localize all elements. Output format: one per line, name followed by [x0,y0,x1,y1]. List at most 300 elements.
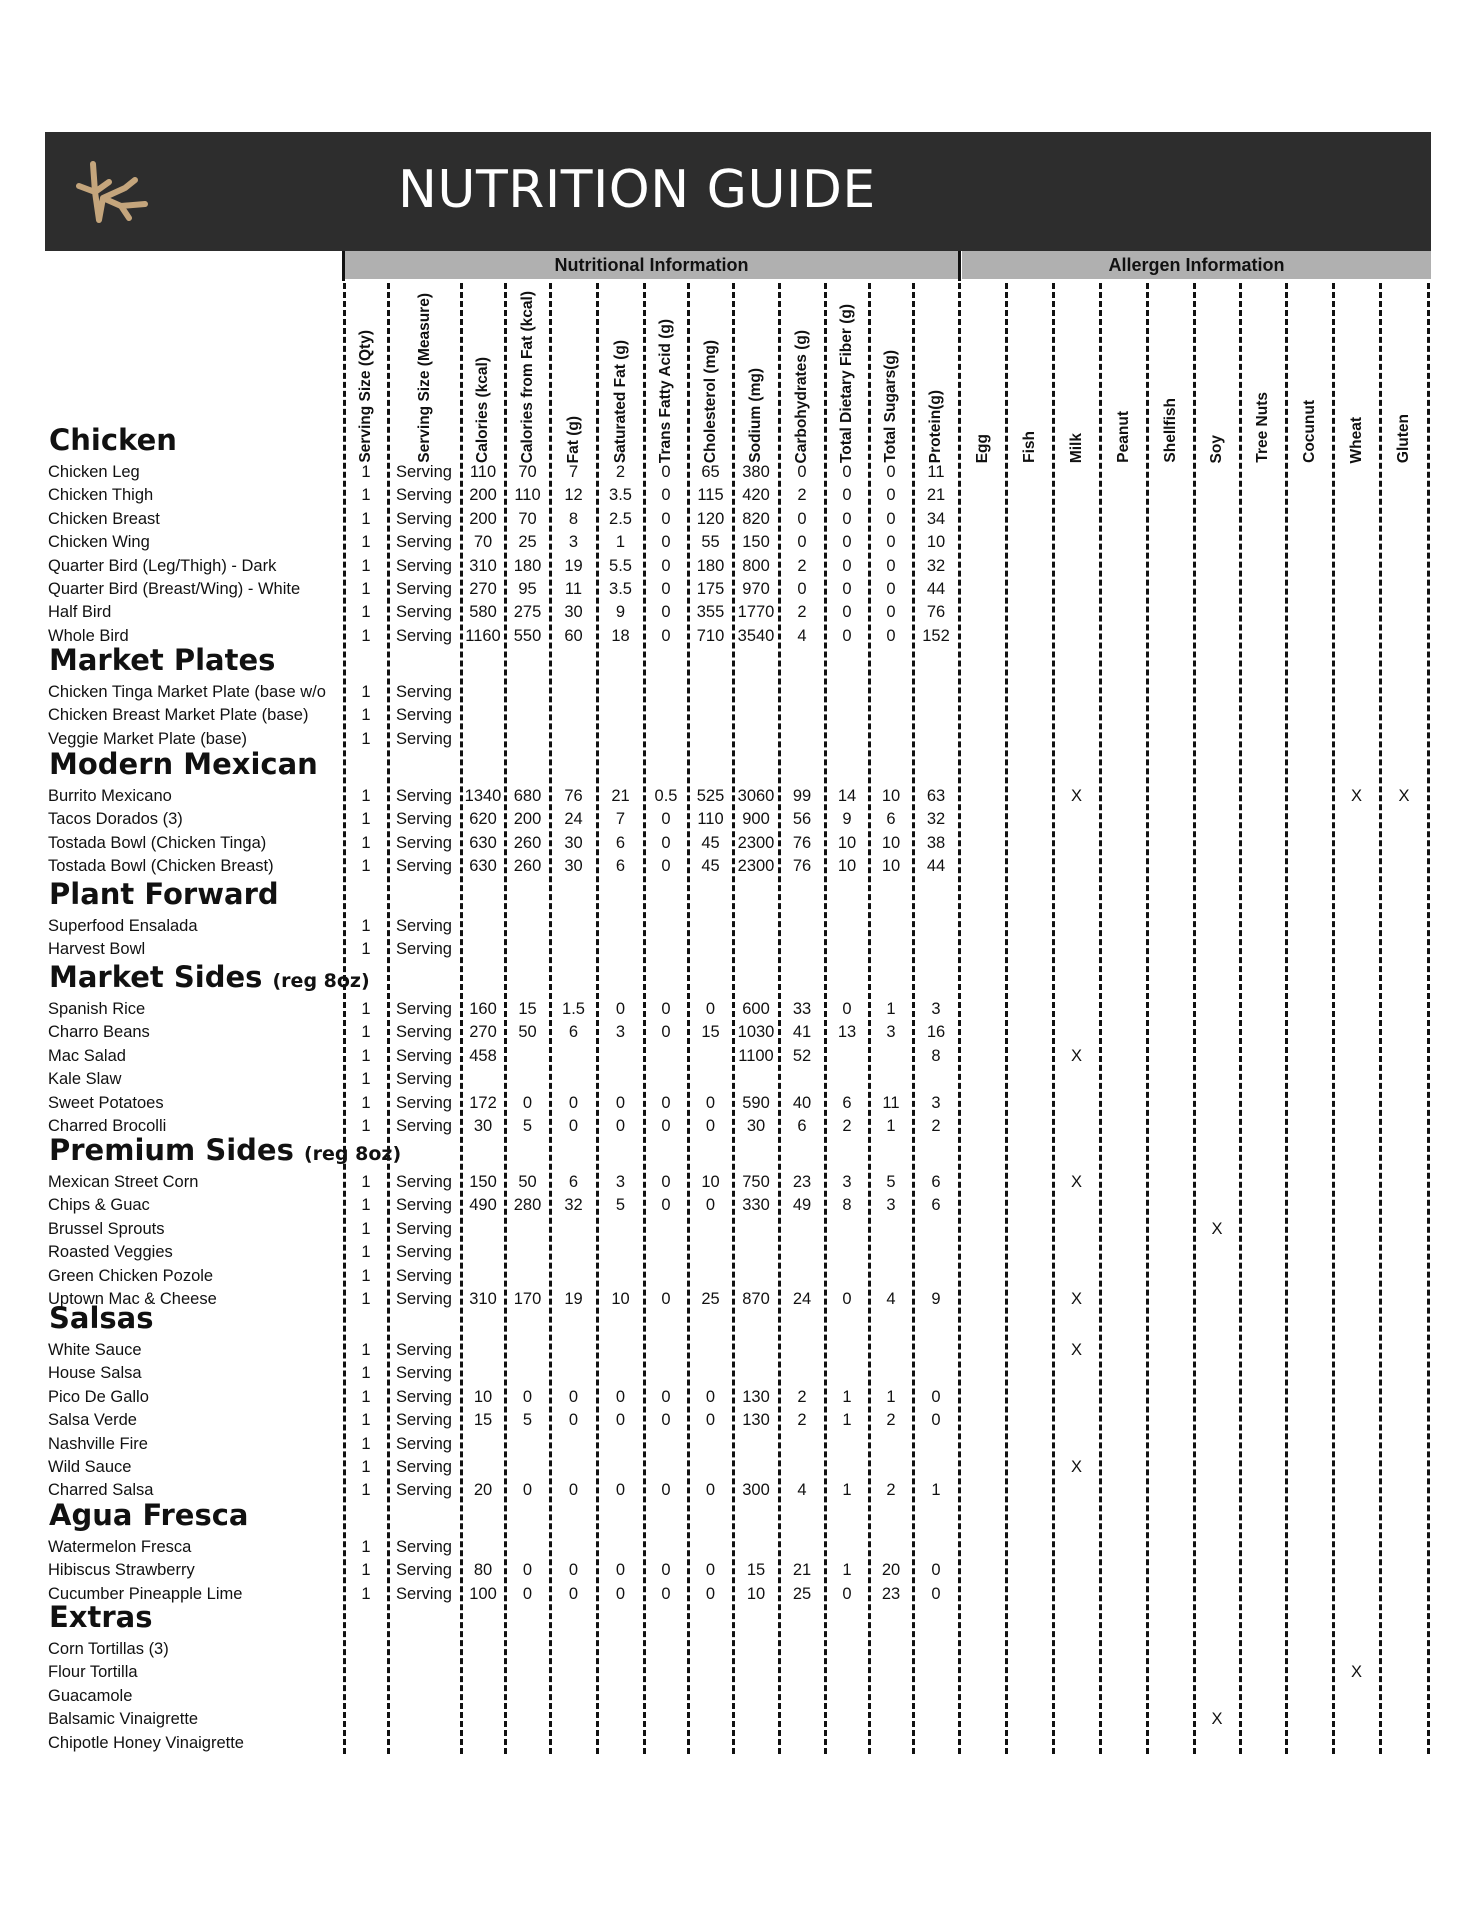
nutrition-value: 2 [842,1117,852,1135]
nutrition-value: 30 [564,833,583,852]
section-title [49,1133,401,1167]
allergen-mark: X [1070,1173,1082,1191]
item-name: Charred Brocolli [48,1117,167,1135]
nutrition-value: Serving [396,1387,452,1406]
nutrition-value: 0 [522,1584,533,1603]
nutrition-value: 1 [361,1364,371,1383]
nutrition-value: 1 [361,683,371,701]
allergen-header [1286,285,1333,463]
nutrition-value: 3540 [737,626,775,645]
item-name: Chips & Guac [48,1196,150,1215]
nutrition-value: 800 [742,556,770,575]
allergen-header-label: Egg [973,433,991,463]
nutrition-value: 0 [931,1411,941,1430]
item-name: Guacamole [48,1686,133,1705]
nutrition-value: 0 [842,603,852,622]
nutrition-value: 30 [473,1117,493,1135]
nutrition-value: 275 [513,603,542,622]
allergen-header-label: Fish [1020,431,1038,463]
nutrition-value: 3060 [737,787,775,805]
nutrition-value: 0 [568,1411,579,1430]
nutrition-value: 0 [705,1584,716,1603]
nutrition-value: 44 [926,580,946,598]
nutrition-value: 0 [661,1023,671,1042]
allergen-header [1240,285,1286,463]
nutrition-value: 9 [842,810,852,829]
item-name: Watermelon Fresca [48,1538,192,1556]
nutrition-value: 0 [661,857,671,876]
nutrition-value: 1 [361,917,371,935]
section-title [49,960,370,994]
nutrition-value: 55 [701,533,720,552]
nutrition-value: Serving [396,683,452,701]
nutrition-value: 76 [926,603,946,622]
nutrition-value: 70 [473,533,493,552]
nutrition-value: 15 [701,1023,720,1042]
nutrition-value: Serving [396,1196,452,1215]
allergen-header [1147,285,1194,463]
allergen-header [1053,285,1100,463]
column-header [644,285,688,463]
nutrition-value: 0 [797,580,807,598]
allergen-mark: X [1070,1341,1082,1359]
nutrition-value: 32 [564,1196,583,1215]
nutrition-value: 76 [564,787,583,805]
nutrition-value: 34 [926,509,946,528]
item-name: Chicken Breast Market Plate (base) [48,706,309,725]
nutrition-value: 49 [792,1196,812,1215]
nutrition-value: 0 [615,1387,626,1406]
nutrition-value: 10 [926,533,946,552]
nutrition-value: 820 [742,509,770,528]
nutrition-value: 0 [661,1117,671,1135]
nutrition-value: Serving [396,940,452,959]
nutrition-value: 6 [931,1196,941,1215]
nutrition-value: 0 [568,1387,579,1406]
nutrition-value: 5 [522,1411,533,1430]
column-header [550,285,597,463]
nutrition-value: 0 [615,1411,626,1430]
nutrition-value: 1 [361,463,371,481]
nutrition-value: 1 [361,1458,371,1476]
nutrition-value: 0 [842,1290,852,1308]
allergen-header [1006,285,1053,463]
item-name: Pico De Gallo [48,1387,149,1406]
column-header [913,285,959,463]
column-header-label: Trans Fatty Acid (g) [657,318,674,463]
column-divider [1239,283,1242,1754]
nutrition-value: 152 [922,626,950,645]
nutrition-value: 16 [926,1023,946,1042]
nutrition-value: Serving [396,603,452,622]
nutrition-value: 2300 [737,833,775,852]
nutrition-value: 260 [513,857,542,876]
nutrition-value: 420 [742,486,770,505]
nutrition-value: 710 [696,626,725,645]
nutrition-value: 0 [661,556,671,575]
nutrition-value: Serving [396,1173,452,1191]
nutrition-value: 0 [661,1000,671,1018]
nutrition-value: 14 [837,787,857,805]
nutrition-value: 0 [661,1290,671,1308]
nutrition-value: 1 [361,626,371,645]
nutrition-value: 0 [797,463,807,481]
allergen-mark: X [1398,787,1410,805]
nutrition-value: 110 [469,463,497,481]
nutrition-value: 6 [615,857,626,876]
nutrition-value: 0 [886,533,896,552]
nutrition-value: 3.5 [609,486,632,505]
nutrition-value: 33 [792,1000,812,1018]
allergen-header-label: Tree Nuts [1254,392,1271,463]
nutrition-value: 1 [931,1481,941,1500]
nutrition-value: 6 [615,833,626,852]
nutrition-value: 1 [361,1387,371,1406]
nutrition-value: 3 [886,1023,896,1042]
section-subtitle: (reg 8oz) [303,1143,402,1165]
nutrition-value: 41 [792,1023,812,1042]
nutrition-value: 1 [361,1584,371,1603]
item-name: Sweet Potatoes [48,1093,164,1112]
nutrition-value: 0 [615,1117,626,1135]
nutrition-value: 95 [518,580,537,598]
nutrition-value: 6 [842,1093,852,1112]
section-title [49,1301,154,1335]
nutrition-value: 3 [931,1093,941,1112]
nutrition-value: 0 [886,463,896,481]
nutrition-value: 0 [705,1561,716,1580]
column-header-label: Serving Size (Qty) [357,330,374,463]
nutrition-value: 11 [882,1093,900,1112]
column-header-label: Fat (g) [564,415,582,463]
nutrition-value: 0.5 [654,787,678,805]
nutrition-value: 0 [661,1481,671,1500]
nutrition-value: 1 [361,556,371,575]
nutrition-value: 1.5 [562,1000,585,1018]
item-name: Half Bird [48,603,112,622]
nutrition-value: 680 [513,787,542,805]
item-name: Chicken Breast [48,509,160,528]
nutrition-value: 23 [792,1173,812,1191]
nutrition-value: 6 [797,1117,807,1135]
nutrition-value: Serving [396,857,452,876]
section-title [49,1600,153,1634]
nutrition-value: 24 [792,1290,812,1308]
nutrition-value: 52 [792,1046,812,1065]
section-title-text: Premium Sides [49,1133,294,1167]
nutrition-value: 1 [361,1290,371,1308]
nutrition-value: 2 [931,1117,941,1135]
nutrition-value: 200 [513,810,542,829]
nutrition-value: Serving [396,1584,452,1603]
nutrition-value: 0 [568,1117,579,1135]
nutrition-value: 63 [926,787,946,805]
nutrition-value: 5 [615,1196,626,1215]
section-title-text: Market Plates [49,643,276,677]
item-name: Harvest Bowl [48,940,146,959]
nutrition-value: 1 [361,1243,371,1262]
nutrition-value: 0 [797,533,807,552]
nutrition-value: 0 [661,810,671,829]
nutrition-value: 3.5 [609,580,632,598]
column-header [344,285,388,463]
column-header [733,285,779,463]
nutrition-value: 3 [615,1023,626,1042]
nutrition-value: 76 [792,833,812,852]
item-name: Corn Tortillas (3) [48,1640,169,1658]
column-header-label: Protein(g) [927,389,944,463]
nutrition-value: 1 [361,1481,371,1500]
nutrition-value: Serving [396,706,452,725]
nutrition-value: 172 [469,1093,497,1112]
item-name: Charred Salsa [48,1481,154,1500]
nutrition-value: Serving [396,1411,452,1430]
nutrition-value: 1 [886,1387,896,1406]
item-name: Mexican Street Corn [48,1173,199,1191]
column-divider [1193,283,1196,1754]
nutrition-value: Serving [396,729,452,748]
column-divider [1332,283,1335,1754]
nutrition-value: 0 [615,1093,626,1112]
nutrition-value: 2 [797,486,807,505]
nutrition-value: 900 [742,810,770,829]
item-name: Tostada Bowl (Chicken Tinga) [48,833,267,852]
nutrition-value: 0 [931,1561,941,1580]
nutrition-value: 5 [886,1173,896,1191]
nutrition-value: 70 [518,509,537,528]
nutrition-value: Serving [396,1458,452,1476]
nutrition-value: Serving [396,1219,452,1238]
nutrition-value: 3 [568,533,579,552]
nutrition-value: 10 [837,857,857,876]
nutrition-value: 0 [842,1000,852,1018]
nutrition-value: 23 [881,1584,901,1603]
nutrition-value: 1 [361,1046,371,1065]
nutrition-value: Serving [396,810,452,829]
nutrition-value: Serving [396,1093,452,1112]
nutrition-value: 270 [469,580,497,598]
nutrition-value: 45 [701,833,720,852]
allergen-mark: X [1070,1290,1082,1308]
nutrition-value: 1 [842,1387,852,1406]
nutrition-value: 0 [842,463,852,481]
item-name: Nashville Fire [48,1434,148,1453]
nutrition-value: 0 [661,580,671,598]
nutrition-value: 750 [742,1173,770,1191]
nutrition-value: 100 [469,1584,497,1603]
nutrition-value: 110 [514,486,541,505]
item-name: Spanish Rice [48,1000,146,1018]
nutrition-value: 1 [361,1341,371,1359]
nutrition-value: 2 [797,1387,807,1406]
allergen-band: Allergen Information [962,251,1431,279]
nutrition-value: 1 [361,729,371,748]
item-name: Brussel Sprouts [48,1219,165,1238]
nutrition-value: 0 [931,1387,941,1406]
nutrition-value: 200 [469,486,497,505]
nutrition-value: 1 [361,940,371,959]
column-header-label: Total Sugars(g) [882,350,899,463]
nutrition-value: 5 [522,1117,533,1135]
nutrition-value: 19 [564,1290,583,1308]
nutrition-value: 0 [661,626,671,645]
allergen-header [1194,285,1240,463]
nutrition-value: 0 [705,1387,716,1406]
column-header-label: Saturated Fat (g) [611,339,629,463]
column-header-label: Calories from Fat (kcal) [518,290,536,463]
nutrition-value: 1 [361,833,371,852]
item-name: Mac Salad [48,1046,126,1065]
nutrition-value: Serving [396,463,452,481]
nutrition-value: 25 [701,1290,720,1308]
nutrition-value: Serving [396,1341,452,1359]
nutrition-value: 80 [473,1561,493,1580]
nutrition-value: 160 [469,1000,497,1018]
nutrition-value: 21 [611,787,630,805]
column-header [688,285,733,463]
column-header-label: Serving Size (Measure) [415,293,433,463]
nutrition-value: 0 [522,1387,533,1406]
nutrition-value: 170 [513,1290,542,1308]
nutrition-value: 458 [469,1046,497,1065]
section-title [49,643,275,677]
nutrition-value: 40 [792,1093,812,1112]
nutrition-value: 1 [361,857,371,876]
nutrition-value: 0 [661,486,671,505]
nutrition-value: 1 [361,509,371,528]
nutrition-value: Serving [396,486,452,505]
nutrition-value: Serving [396,787,452,805]
section-title-text: Plant Forward [49,877,279,911]
nutrition-value: Serving [396,1538,452,1556]
allergen-header-label: Gluten [1395,413,1412,463]
nutrition-value: 70 [518,463,537,481]
column-header-label: Calories (kcal) [474,357,491,463]
nutrition-value: 1340 [464,787,502,805]
nutrition-value: 20 [473,1481,493,1500]
column-divider [1005,283,1008,1754]
band-divider [342,251,345,281]
item-name: Balsamic Vinaigrette [48,1710,199,1729]
nutrition-value: 38 [926,833,946,852]
item-name: Kale Slaw [48,1070,122,1089]
nutrition-value: 1 [361,1561,371,1580]
nutrition-value: 280 [513,1196,542,1215]
allergen-header [1333,285,1380,463]
nutrition-value: Serving [396,1481,452,1500]
nutrition-value: 0 [842,509,852,528]
nutrition-value: 1 [361,1000,371,1018]
nutrition-value: Serving [396,1117,452,1135]
nutrition-value: 0 [522,1561,533,1580]
nutrition-value: 0 [661,1561,671,1580]
nutrition-value: 630 [469,833,497,852]
nutrition-value: 1 [361,1196,371,1215]
nutrition-value: 2300 [737,857,775,876]
nutrition-value: 175 [696,580,725,598]
section-title [49,747,318,781]
nutrition-value: 310 [469,556,497,575]
nutrition-band: Nutritional Information [344,251,959,279]
nutrition-value: 0 [661,463,671,481]
section-title [49,877,279,911]
nutrition-value: 0 [886,556,896,575]
nutrition-value: Serving [396,1290,452,1308]
item-name: Quarter Bird (Breast/Wing) - White [48,580,301,598]
nutrition-value: Serving [396,1243,452,1262]
nutrition-value: 1 [361,1411,371,1430]
nutrition-value: 0 [661,533,671,552]
nutrition-value: Serving [396,1266,452,1285]
nutrition-value: 0 [661,1196,671,1215]
nutrition-value: 3 [615,1173,626,1191]
nutrition-value: Serving [396,1561,452,1580]
nutrition-value: 5.5 [609,556,632,575]
nutrition-value: 200 [469,509,497,528]
item-name: Hibiscus Strawberry [48,1561,195,1580]
nutrition-value: 270 [469,1023,497,1042]
nutrition-value: 21 [792,1561,812,1580]
nutrition-value: Serving [396,626,452,645]
column-header [597,285,644,463]
item-name: Salsa Verde [48,1411,137,1430]
nutrition-value: 3 [886,1196,896,1215]
nutrition-value: 60 [564,626,583,645]
nutrition-value: 130 [742,1387,770,1406]
nutrition-value: Serving [396,1046,452,1065]
column-divider [1099,283,1102,1754]
nutrition-value: 50 [518,1023,537,1042]
item-name: Flour Tortilla [48,1663,138,1682]
nutrition-value: 9 [931,1290,941,1308]
column-divider [1052,283,1055,1754]
nutrition-value: 2 [886,1411,896,1430]
nutrition-value: Serving [396,580,452,598]
nutrition-value: 1160 [465,626,501,645]
nutrition-value: 1 [361,486,371,505]
item-name: Roasted Veggies [48,1243,173,1262]
item-name: Green Chicken Pozole [48,1266,214,1285]
nutrition-value: 120 [696,509,725,528]
item-name: Chicken Tinga Market Plate (base w/o [48,683,326,701]
nutrition-value: 11 [927,463,945,481]
column-header [461,285,505,463]
item-name: Quarter Bird (Leg/Thigh) - Dark [48,556,277,575]
item-name: Cucumber Pineapple Lime [48,1584,243,1603]
nutrition-value: 6 [931,1173,941,1191]
nutrition-value: 1 [361,1070,371,1089]
nutrition-value: 4 [797,1481,807,1500]
nutrition-value: 0 [842,486,852,505]
allergen-header-label: Wheat [1347,416,1365,463]
nutrition-value: Serving [396,509,452,528]
nutrition-value: 0 [705,1000,716,1018]
nutrition-value: 0 [705,1196,716,1215]
nutrition-value: 10 [611,1290,630,1308]
nutrition-value: 2 [797,603,807,622]
nutrition-value: 0 [661,833,671,852]
nutrition-value: 380 [742,463,770,481]
item-name: Chicken Leg [48,463,140,481]
nutrition-value: 15 [473,1411,493,1430]
nutrition-value: Serving [396,1364,452,1383]
nutrition-value: 0 [661,1584,671,1603]
nutrition-value: 580 [469,603,497,622]
allergen-header-label: Shellfish [1161,398,1179,463]
nutrition-value: 970 [742,580,770,598]
nutrition-value: 30 [564,857,583,876]
nutrition-value: 8 [931,1046,941,1065]
